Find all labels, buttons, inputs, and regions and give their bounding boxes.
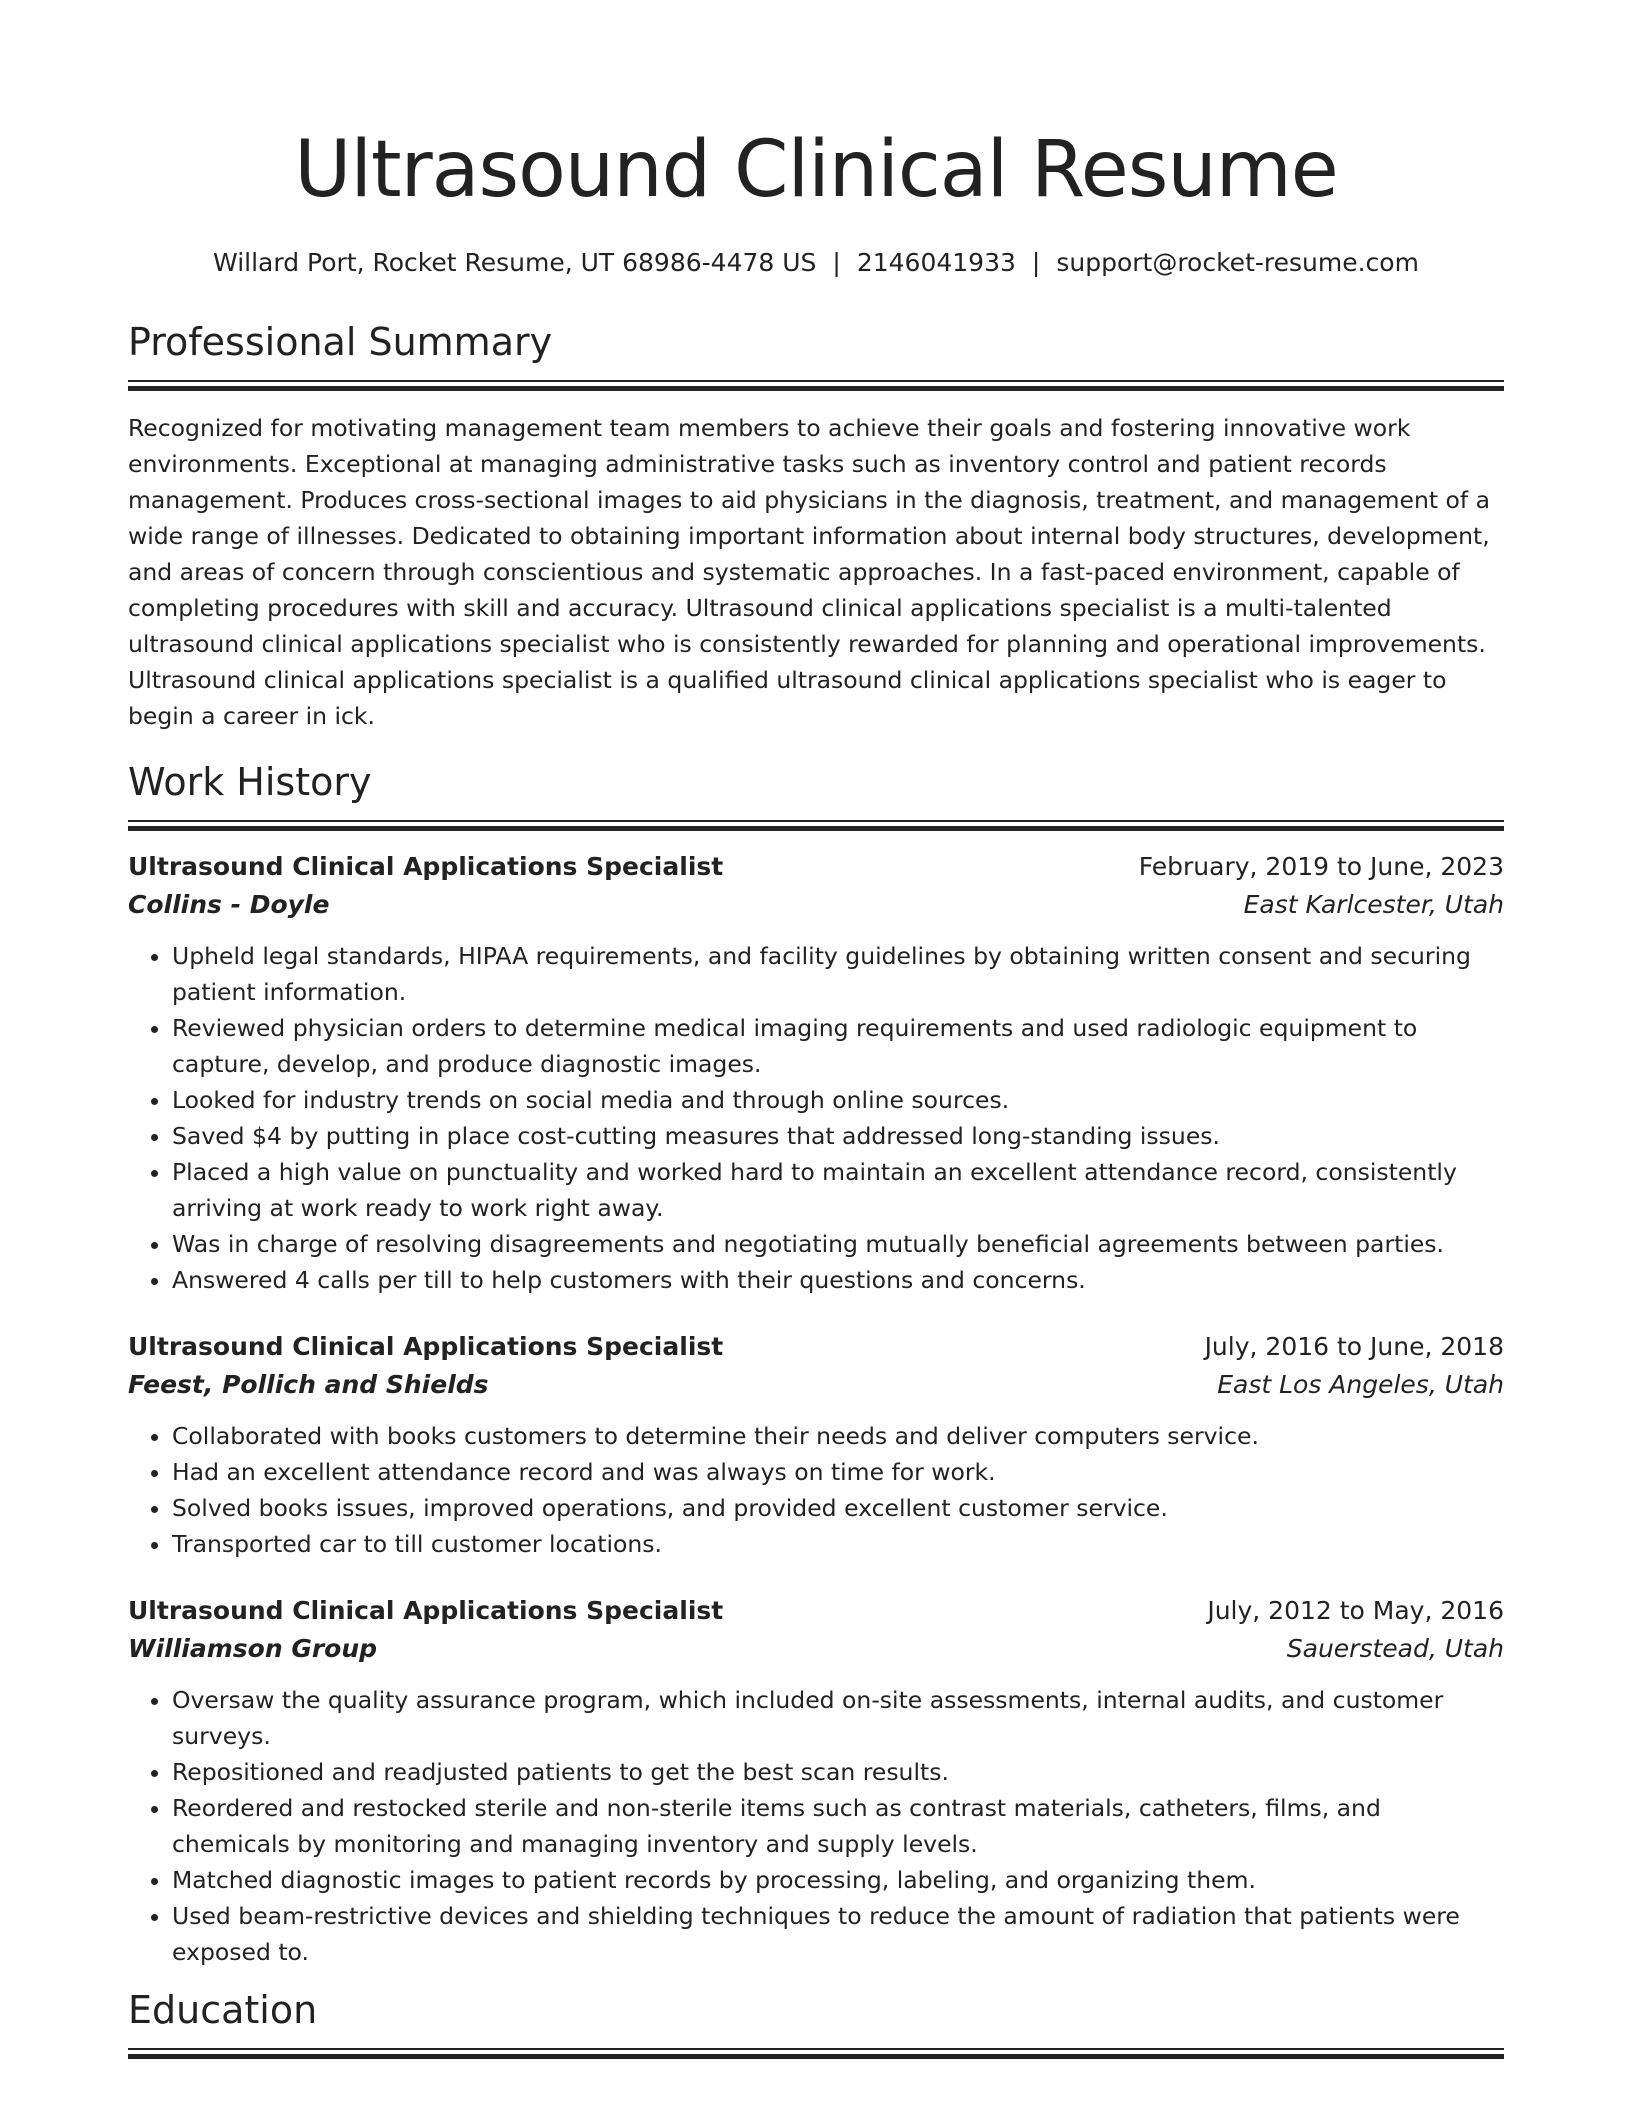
job-bullet: • Collaborated with books customers to determine their needs and deliver computers service. bbox=[172, 1418, 1504, 1454]
job-title: Ultrasound Clinical Applications Specialist bbox=[128, 851, 724, 881]
section-divider bbox=[128, 2048, 1504, 2058]
section-divider bbox=[128, 820, 1504, 830]
job-subheader-row bbox=[128, 1630, 1504, 1668]
job-bullet: • Was in charge of resolving disagreements and negotiating mutually beneficial agreements between parties. bbox=[172, 1226, 1504, 1262]
job-bullet: • Transported car to till customer locations. bbox=[172, 1526, 1504, 1562]
job-bullets bbox=[128, 938, 1504, 1298]
contact-phone: 2146041933 bbox=[856, 248, 1016, 277]
job-bullet: • Saved $4 by putting in place cost-cutting measures that addressed long-standing issues. bbox=[172, 1118, 1504, 1154]
contact-separator: | bbox=[1031, 248, 1041, 277]
job-bullet: • Answered 4 calls per till to help customers with their questions and concerns. bbox=[172, 1262, 1504, 1298]
job-bullet: • Placed a high value on punctuality and worked hard to maintain an excellent attendance record, consistently arriving at work ready to work right away. bbox=[172, 1154, 1504, 1226]
job-company: Williamson Group bbox=[128, 1633, 378, 1663]
job-bullet: • Used beam-restrictive devices and shielding techniques to reduce the amount of radiation that patients were exposed to. bbox=[172, 1898, 1504, 1970]
job-title: Ultrasound Clinical Applications Specialist bbox=[128, 1331, 724, 1361]
resume-page bbox=[128, 0, 1504, 2058]
job-bullet: • Upheld legal standards, HIPAA requirements, and facility guidelines by obtaining written consent and securing patient information. bbox=[172, 938, 1504, 1010]
job-bullet: • Matched diagnostic images to patient records by processing, labeling, and organizing them. bbox=[172, 1862, 1504, 1898]
job-entry bbox=[128, 1592, 1504, 1970]
job-company: Feest, Pollich and Shields bbox=[128, 1369, 489, 1399]
job-title: Ultrasound Clinical Applications Specialist bbox=[128, 1595, 724, 1625]
job-bullet: • Looked for industry trends on social media and through online sources. bbox=[172, 1082, 1504, 1118]
job-subheader-row bbox=[128, 886, 1504, 924]
job-bullet: • Reviewed physician orders to determine medical imaging requirements and used radiologic equipment to capture, develop, and produce diagnostic images. bbox=[172, 1010, 1504, 1082]
job-dates: July, 2012 to May, 2016 bbox=[1207, 1595, 1504, 1625]
job-company: Collins - Doyle bbox=[128, 889, 330, 919]
job-bullets bbox=[128, 1682, 1504, 1970]
job-location: East Karlcester, Utah bbox=[1243, 889, 1504, 919]
job-location: East Los Angeles, Utah bbox=[1217, 1369, 1504, 1399]
section-title-education: Education bbox=[128, 1987, 318, 2032]
job-dates: February, 2019 to June, 2023 bbox=[1138, 851, 1504, 881]
contact-address: Willard Port, Rocket Resume, UT 68986-4478 US bbox=[213, 248, 817, 277]
contact-line bbox=[128, 246, 1504, 280]
job-bullet: • Reordered and restocked sterile and non-sterile items such as contrast materials, catheters, films, and chemicals by monitoring and managing inventory and supply levels. bbox=[172, 1790, 1504, 1862]
contact-separator: | bbox=[832, 248, 841, 277]
section-title-work: Work History bbox=[128, 759, 372, 804]
job-header-row bbox=[128, 1328, 1504, 1366]
education-section bbox=[128, 1986, 1504, 2058]
job-header-row bbox=[128, 1592, 1504, 1630]
job-header-row bbox=[128, 848, 1504, 886]
work-history-section bbox=[128, 758, 1504, 1970]
job-bullets bbox=[128, 1418, 1504, 1562]
section-divider bbox=[128, 380, 1504, 390]
job-dates: July, 2016 to June, 2018 bbox=[1204, 1331, 1504, 1361]
section-title-summary: Professional Summary bbox=[128, 320, 553, 364]
professional-summary-section bbox=[128, 318, 1504, 734]
job-bullet: • Had an excellent attendance record and was always on time for work. bbox=[172, 1454, 1504, 1490]
job-entry bbox=[128, 1328, 1504, 1562]
contact-email: support@rocket-resume.com bbox=[1056, 248, 1419, 277]
job-location: Sauerstead, Utah bbox=[1286, 1633, 1504, 1663]
summary-text: Recognized for motivating management team members to achieve their goals and fostering innovative work environments. Exceptional at managing administrative tasks such as inventory control and patient records management. Produces cross-sectional images to aid physicians in the diagnosis, treatment, and management of a wide range of illnesses. Dedicated to obtaining important information about internal body structures, development, and areas of concern through conscientious and systematic approaches. In a fast-paced environment, capable of completing procedures with skill and accuracy. Ultrasound clinical applications specialist is a multi-talented ultrasound clinical applications specialist who is consistently rewarded for planning and operational improvements. Ultrasound clinical applications specialist is a qualified ultrasound clinical applications specialist who is eager to begin a career in ick. bbox=[128, 414, 1491, 730]
job-entry bbox=[128, 848, 1504, 1298]
job-bullet: • Repositioned and readjusted patients to get the best scan results. bbox=[172, 1754, 1504, 1790]
resume-title: Ultrasound Clinical Resume bbox=[294, 125, 1338, 215]
job-bullet: • Oversaw the quality assurance program, which included on-site assessments, internal audits, and customer surveys. bbox=[172, 1682, 1504, 1754]
job-bullet: • Solved books issues, improved operations, and provided excellent customer service. bbox=[172, 1490, 1504, 1526]
job-subheader-row bbox=[128, 1366, 1504, 1404]
